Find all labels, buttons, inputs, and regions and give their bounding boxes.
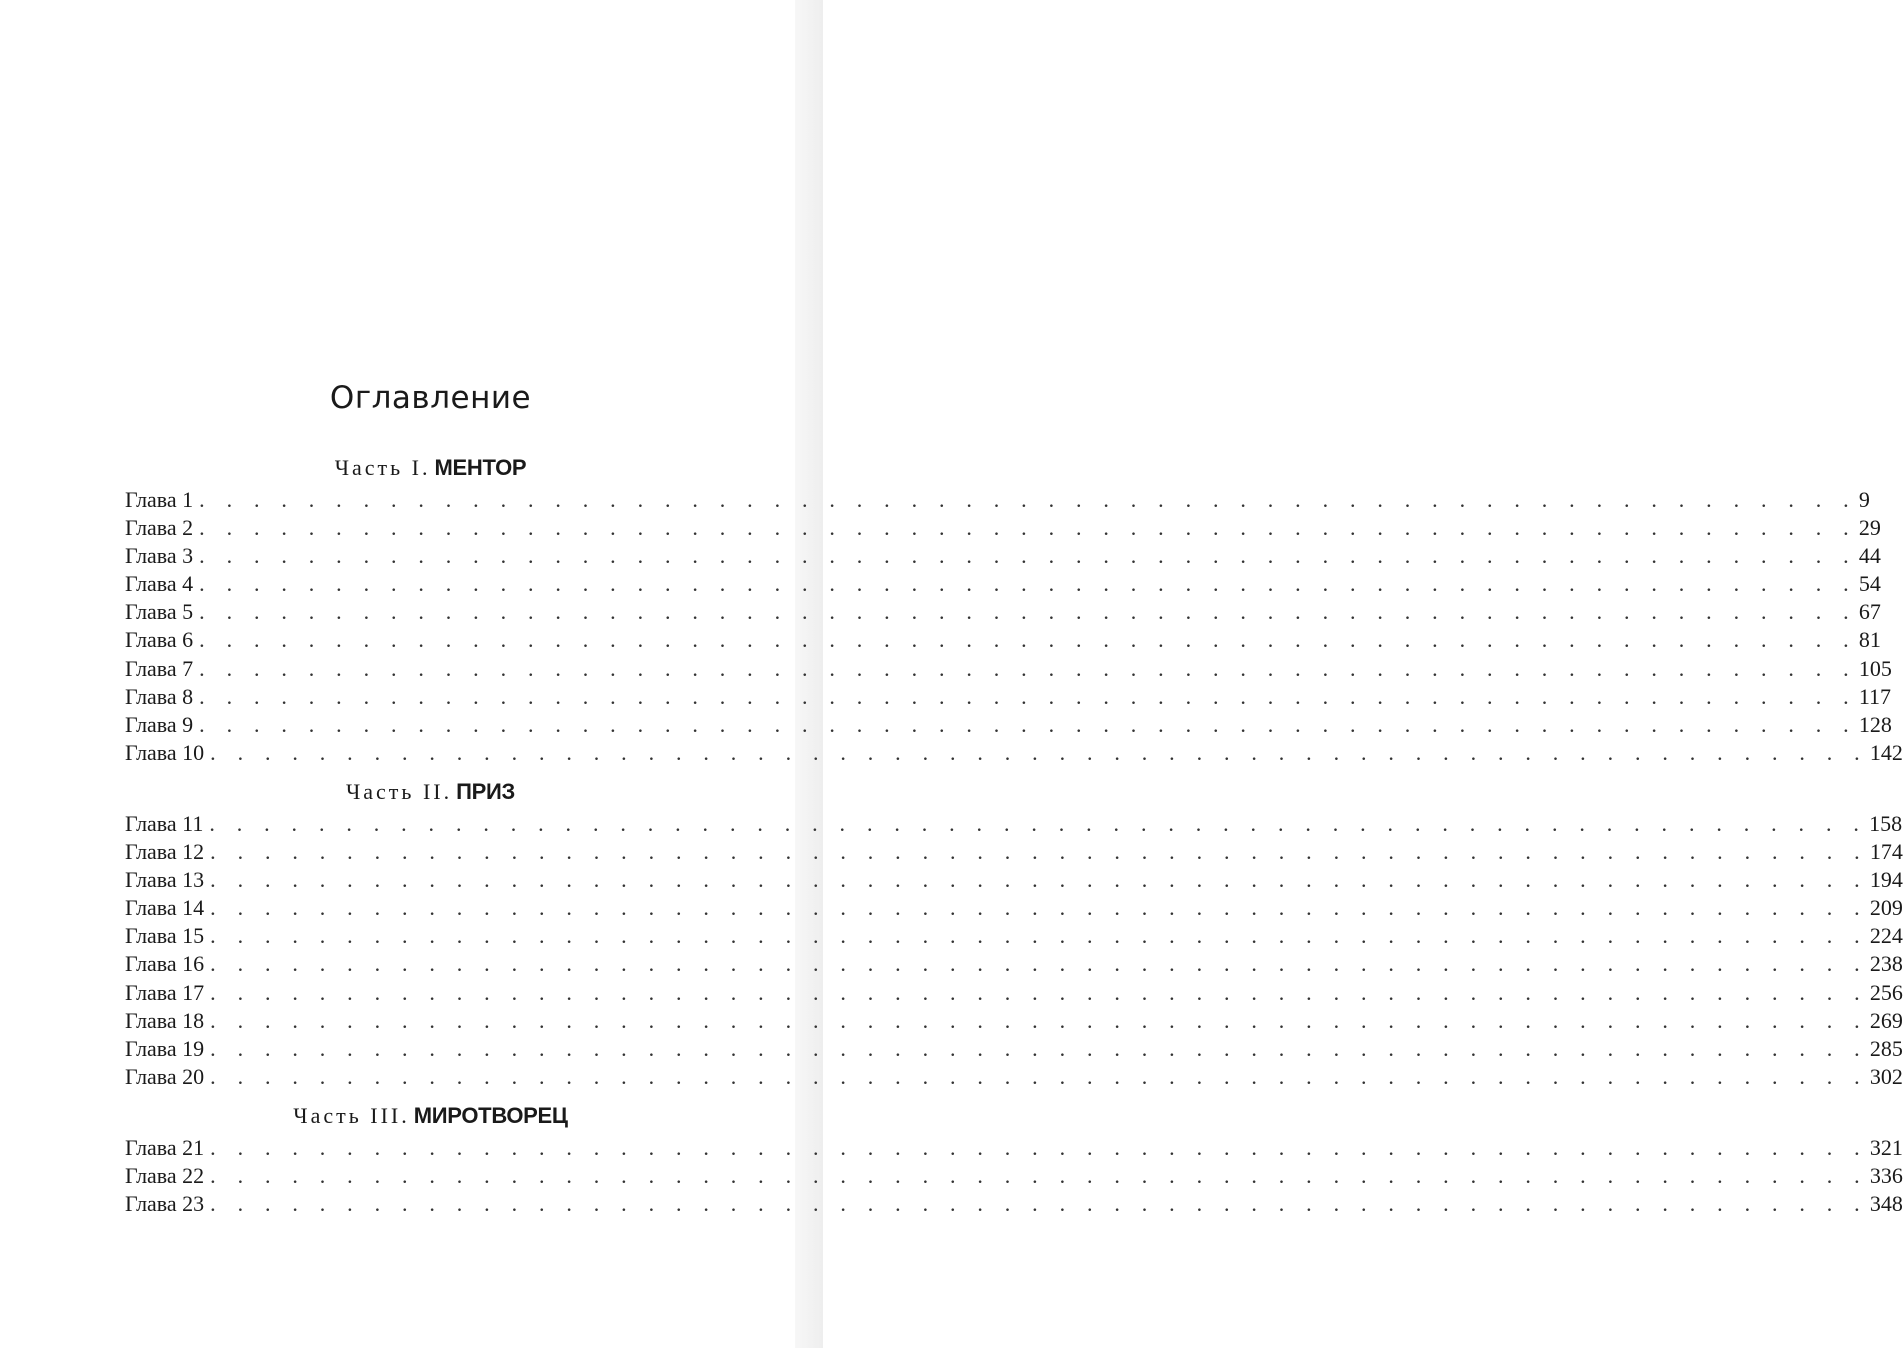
part-label: Часть II. bbox=[345, 778, 453, 804]
chapter-row[interactable] bbox=[125, 542, 1881, 570]
chapter-page-number: 224 bbox=[1869, 923, 1903, 949]
chapter-row[interactable] bbox=[125, 810, 1903, 838]
chapter-page-number: 67 bbox=[1858, 599, 1881, 625]
dot-leader: . . . . . . . . . . . . . . . . . . . . . . . . . . . . . . . . . . . . . . . . . . . . . . . . . . . . . . . . . . . . . bbox=[210, 1162, 1868, 1188]
chapter-label: Глава 10 bbox=[125, 739, 205, 765]
dot-leader: . . . . . . . . . . . . . . . . . . . . . . . . . . . . . . . . . . . . . . . . . . . . . . . . . . . . . . . . . . . . . bbox=[210, 923, 1868, 949]
chapter-label: Глава 23 bbox=[125, 1191, 205, 1217]
chapter-page-number: 44 bbox=[1858, 543, 1881, 569]
chapter-page-number: 238 bbox=[1869, 951, 1903, 977]
table-of-contents bbox=[125, 375, 1903, 1226]
part-label: Часть I. bbox=[334, 455, 431, 480]
chapter-label: Глава 22 bbox=[125, 1162, 205, 1188]
dot-leader: . . . . . . . . . . . . . . . . . . . . . . . . . . . . . . . . . . . . . . . . . . . . . . . . . . . . . . . . . . . . . bbox=[199, 571, 1857, 597]
chapter-label: Глава 16 bbox=[125, 951, 205, 977]
chapter-label: Глава 17 bbox=[125, 979, 205, 1005]
chapter-label: Глава 2 bbox=[125, 515, 194, 541]
chapter-row[interactable] bbox=[125, 655, 1892, 683]
chapter-row[interactable] bbox=[125, 626, 1881, 654]
chapter-label: Глава 15 bbox=[125, 923, 205, 949]
chapter-page-number: 54 bbox=[1858, 571, 1881, 597]
part-heading bbox=[125, 775, 736, 809]
chapter-list bbox=[125, 486, 1903, 767]
chapter-page-number: 348 bbox=[1869, 1191, 1903, 1217]
chapter-page-number: 81 bbox=[1858, 627, 1881, 653]
chapter-page-number: 158 bbox=[1869, 810, 1903, 836]
dot-leader: . . . . . . . . . . . . . . . . . . . . . . . . . . . . . . . . . . . . . . . . . . . . . . . . . . . . . . . . . . . . . bbox=[210, 867, 1868, 893]
dot-leader: . . . . . . . . . . . . . . . . . . . . . . . . . . . . . . . . . . . . . . . . . . . . . . . . . . . . . . . . . . . . . bbox=[210, 839, 1868, 865]
dot-leader: . . . . . . . . . . . . . . . . . . . . . . . . . . . . . . . . . . . . . . . . . . . . . . . . . . . . . . . . . . . . . bbox=[210, 951, 1868, 977]
chapter-label: Глава 4 bbox=[125, 571, 194, 597]
chapter-row[interactable] bbox=[125, 486, 1870, 514]
chapter-label: Глава 14 bbox=[125, 895, 205, 921]
chapter-label: Глава 7 bbox=[125, 655, 194, 681]
chapter-row[interactable] bbox=[125, 570, 1881, 598]
dot-leader: . . . . . . . . . . . . . . . . . . . . . . . . . . . . . . . . . . . . . . . . . . . . . . . . . . . . . . . . . . . . . bbox=[210, 979, 1868, 1005]
chapter-row[interactable] bbox=[125, 1190, 1903, 1218]
chapter-row[interactable] bbox=[125, 1063, 1903, 1091]
chapter-page-number: 105 bbox=[1858, 655, 1892, 681]
chapter-label: Глава 19 bbox=[125, 1035, 205, 1061]
chapter-page-number: 269 bbox=[1869, 1007, 1903, 1033]
chapter-page-number: 256 bbox=[1869, 979, 1903, 1005]
chapter-page-number: 128 bbox=[1858, 711, 1892, 737]
part-label: Часть III. bbox=[293, 1102, 410, 1128]
chapter-row[interactable] bbox=[125, 598, 1881, 626]
chapter-page-number: 209 bbox=[1869, 895, 1903, 921]
dot-leader: . . . . . . . . . . . . . . . . . . . . . . . . . . . . . . . . . . . . . . . . . . . . . . . . . . . . . . . . . . . . . bbox=[199, 711, 1857, 737]
chapter-row[interactable] bbox=[125, 1035, 1903, 1063]
dot-leader: . . . . . . . . . . . . . . . . . . . . . . . . . . . . . . . . . . . . . . . . . . . . . . . . . . . . . . . . . . . . . bbox=[199, 683, 1857, 709]
dot-leader: . . . . . . . . . . . . . . . . . . . . . . . . . . . . . . . . . . . . . . . . . . . . . . . . . . . . . . . . . . . . . bbox=[199, 655, 1857, 681]
chapter-row[interactable] bbox=[125, 979, 1903, 1007]
dot-leader: . . . . . . . . . . . . . . . . . . . . . . . . . . . . . . . . . . . . . . . . . . . . . . . . . . . . . . . . . . . . . bbox=[210, 1007, 1868, 1033]
part-name: ПРИЗ bbox=[456, 778, 516, 804]
chapter-page-number: 194 bbox=[1869, 867, 1903, 893]
chapter-label: Глава 13 bbox=[125, 867, 205, 893]
part-heading bbox=[125, 451, 736, 485]
dot-leader: . . . . . . . . . . . . . . . . . . . . . . . . . . . . . . . . . . . . . . . . . . . . . . . . . . . . . . . . . . . . . bbox=[199, 599, 1857, 625]
chapter-list bbox=[125, 810, 1903, 1091]
dot-leader: . . . . . . . . . . . . . . . . . . . . . . . . . . . . . . . . . . . . . . . . . . . . . . . . . . . . . . . . . . . . . bbox=[209, 810, 1868, 836]
chapter-row[interactable] bbox=[125, 514, 1881, 542]
chapter-page-number: 302 bbox=[1869, 1063, 1903, 1089]
part-name: МЕНТОР bbox=[434, 455, 527, 480]
chapter-label: Глава 18 bbox=[125, 1007, 205, 1033]
dot-leader: . . . . . . . . . . . . . . . . . . . . . . . . . . . . . . . . . . . . . . . . . . . . . . . . . . . . . . . . . . . . . bbox=[210, 1063, 1868, 1089]
chapter-row[interactable] bbox=[125, 683, 1892, 711]
dot-leader: . . . . . . . . . . . . . . . . . . . . . . . . . . . . . . . . . . . . . . . . . . . . . . . . . . . . . . . . . . . . . bbox=[199, 487, 1857, 512]
dot-leader: . . . . . . . . . . . . . . . . . . . . . . . . . . . . . . . . . . . . . . . . . . . . . . . . . . . . . . . . . . . . . bbox=[210, 1191, 1868, 1217]
chapter-label: Глава 3 bbox=[125, 543, 194, 569]
chapter-page-number: 29 bbox=[1858, 515, 1881, 541]
chapter-page-number: 285 bbox=[1869, 1035, 1903, 1061]
chapter-label: Глава 21 bbox=[125, 1134, 205, 1160]
chapter-row[interactable] bbox=[125, 950, 1903, 978]
chapter-row[interactable] bbox=[125, 838, 1903, 866]
chapter-row[interactable] bbox=[125, 866, 1903, 894]
part-heading bbox=[125, 1099, 736, 1133]
chapter-label: Глава 9 bbox=[125, 711, 194, 737]
chapter-label: Глава 5 bbox=[125, 599, 194, 625]
page-title: Оглавление bbox=[329, 380, 532, 416]
dot-leader: . . . . . . . . . . . . . . . . . . . . . . . . . . . . . . . . . . . . . . . . . . . . . . . . . . . . . . . . . . . . . bbox=[199, 543, 1857, 569]
dot-leader: . . . . . . . . . . . . . . . . . . . . . . . . . . . . . . . . . . . . . . . . . . . . . . . . . . . . . . . . . . . . . bbox=[210, 739, 1868, 765]
chapter-label: Глава 1 bbox=[125, 487, 194, 512]
parts-container bbox=[125, 451, 1903, 1218]
dot-leader: . . . . . . . . . . . . . . . . . . . . . . . . . . . . . . . . . . . . . . . . . . . . . . . . . . . . . . . . . . . . . bbox=[199, 515, 1857, 541]
chapter-row[interactable] bbox=[125, 711, 1892, 739]
chapter-row[interactable] bbox=[125, 739, 1903, 767]
dot-leader: . . . . . . . . . . . . . . . . . . . . . . . . . . . . . . . . . . . . . . . . . . . . . . . . . . . . . . . . . . . . . bbox=[210, 1134, 1868, 1160]
chapter-row[interactable] bbox=[125, 1162, 1903, 1190]
chapter-page-number: 117 bbox=[1858, 683, 1892, 709]
chapter-page-number: 321 bbox=[1869, 1134, 1903, 1160]
chapter-row[interactable] bbox=[125, 894, 1903, 922]
dot-leader: . . . . . . . . . . . . . . . . . . . . . . . . . . . . . . . . . . . . . . . . . . . . . . . . . . . . . . . . . . . . . bbox=[210, 1035, 1868, 1061]
chapter-page-number: 174 bbox=[1869, 839, 1903, 865]
dot-leader: . . . . . . . . . . . . . . . . . . . . . . . . . . . . . . . . . . . . . . . . . . . . . . . . . . . . . . . . . . . . . bbox=[210, 895, 1868, 921]
chapter-label: Глава 12 bbox=[125, 839, 205, 865]
chapter-row[interactable] bbox=[125, 1007, 1903, 1035]
chapter-label: Глава 6 bbox=[125, 627, 194, 653]
part-name: МИРОТВОРЕЦ bbox=[413, 1102, 568, 1128]
chapter-label: Глава 8 bbox=[125, 683, 194, 709]
dot-leader: . . . . . . . . . . . . . . . . . . . . . . . . . . . . . . . . . . . . . . . . . . . . . . . . . . . . . . . . . . . . . bbox=[199, 627, 1857, 653]
chapter-page-number: 9 bbox=[1858, 487, 1870, 512]
chapter-page-number: 336 bbox=[1869, 1162, 1903, 1188]
chapter-label: Глава 11 bbox=[125, 810, 204, 836]
chapter-list bbox=[125, 1134, 1903, 1218]
chapter-page-number: 142 bbox=[1869, 739, 1903, 765]
chapter-row[interactable] bbox=[125, 1134, 1903, 1162]
chapter-row[interactable] bbox=[125, 922, 1903, 950]
chapter-label: Глава 20 bbox=[125, 1063, 205, 1089]
